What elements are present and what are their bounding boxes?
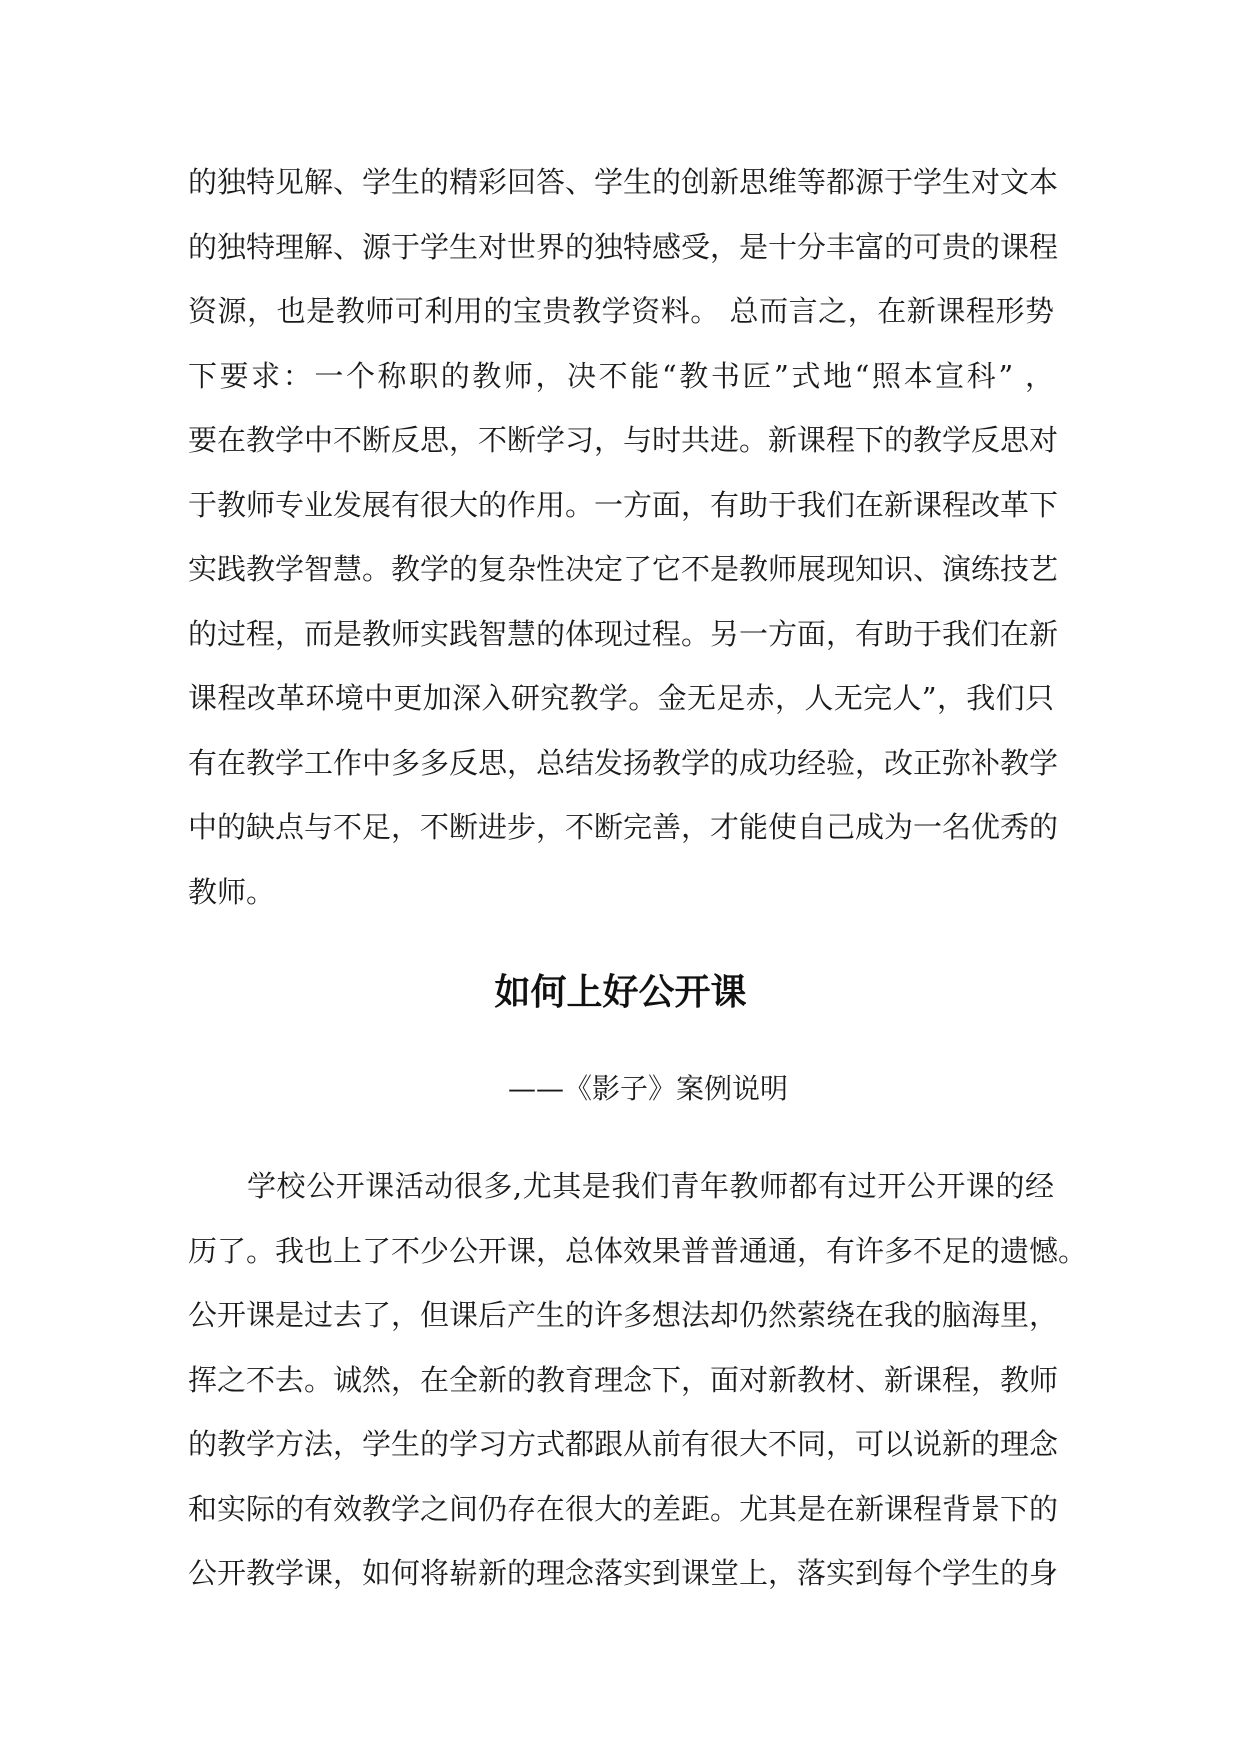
paragraph-2-line-1: 学校公开课活动很多,尤其是我们青年教师都有过开公开课的经 (247, 1169, 1054, 1203)
paragraph-1-line-7: 实践教学智慧。教学的复杂性决定了它不是教师展现知识、演练技艺 (188, 552, 1059, 586)
section-title: 如何上好公开课 (494, 972, 747, 1013)
paragraph-1-line-9: 课程改革环境中更加深入研究教学。金无足赤，人无完人”，我们只 (188, 681, 1054, 715)
paragraph-1-line-5: 要在教学中不断反思，不断学习，与时共进。新课程下的教学反思对 (188, 423, 1059, 457)
paragraph-1-line-11: 中的缺点与不足，不断进步，不断完善，才能使自己成为一名优秀的 (188, 810, 1059, 844)
paragraph-1-line-8: 的过程，而是教师实践智慧的体现过程。另一方面，有助于我们在新 (188, 617, 1059, 651)
paragraph-2-line-5: 的教学方法，学生的学习方式都跟从前有很大不同，可以说新的理念 (188, 1427, 1059, 1461)
paragraph-1-line-12: 教师。 (188, 875, 276, 909)
paragraph-1-line-10: 有在教学工作中多多反思，总结发扬教学的成功经验，改正弥补教学 (188, 746, 1059, 780)
section-subtitle: ——《影子》案例说明 (508, 1072, 789, 1105)
paragraph-2-line-4: 挥之不去。诚然，在全新的教育理念下，面对新教材、新课程，教师 (188, 1363, 1059, 1397)
paragraph-1-line-4: 下要求：一个称职的教师，决不能“教书匠”式地“照本宣科” ， (188, 359, 1054, 393)
paragraph-1-line-3: 资源，也是教师可利用的宝贵教学资料。 总而言之，在新课程形势 (188, 294, 1054, 328)
paragraph-1-line-2: 的独特理解、源于学生对世界的独特感受，是十分丰富的可贵的课程 (188, 230, 1059, 264)
paragraph-2-line-6: 和实际的有效教学之间仍存在很大的差距。尤其是在新课程背景下的 (188, 1492, 1059, 1526)
paragraph-2-line-3: 公开课是过去了，但课后产生的许多想法却仍然萦绕在我的脑海里， (188, 1298, 1059, 1332)
paragraph-1-line-1: 的独特见解、学生的精彩回答、学生的创新思维等都源于学生对文本 (188, 165, 1059, 199)
paragraph-2-line-2: 历了。我也上了不少公开课，总体效果普普通通，有许多不足的遗憾。 (188, 1234, 1088, 1268)
paragraph-1-line-6: 于教师专业发展有很大的作用。一方面，有助于我们在新课程改革下 (188, 488, 1059, 522)
paragraph-2-line-7: 公开教学课，如何将崭新的理念落实到课堂上，落实到每个学生的身 (188, 1556, 1059, 1590)
